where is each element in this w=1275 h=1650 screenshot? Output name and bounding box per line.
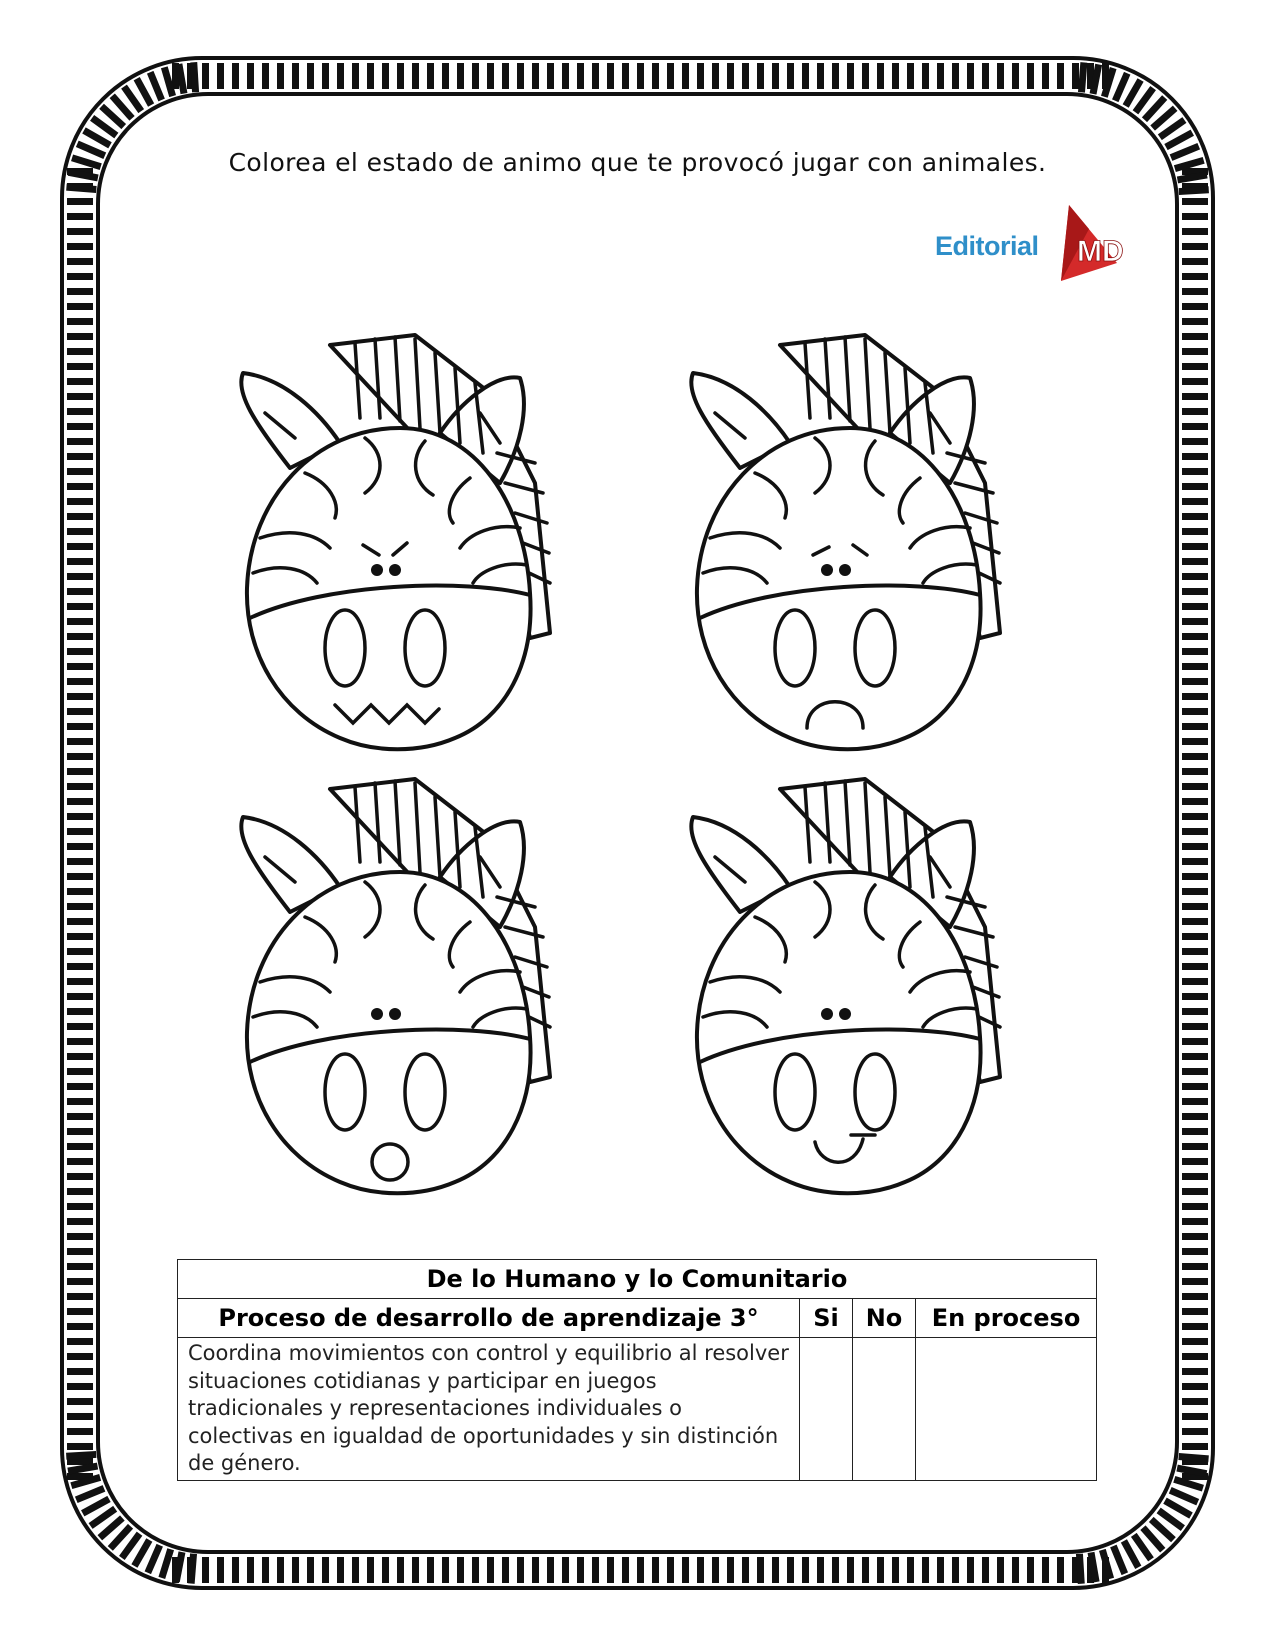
logo-word: Editorial [935, 231, 1039, 261]
instruction-text: Colorea el estado de animo que te provocó jugar con animales. [228, 148, 1047, 177]
zebra-face-sad [685, 318, 1015, 778]
evaluation-title: De lo Humano y lo Comunitario [178, 1260, 1097, 1299]
yes-header: Si [800, 1299, 853, 1338]
no-header: No [853, 1299, 916, 1338]
learning-description: Coordina movimientos con control y equilibrio al resolver situaciones cotidianas y participar en juegos tradicionales y representaciones individuales o colectivas en igualdad de oportunidades y sin distinción de género. [178, 1338, 800, 1481]
zebra-face-surprised [235, 762, 565, 1222]
zebra-face-angry [235, 318, 565, 778]
in-progress-checkbox-cell[interactable] [916, 1338, 1097, 1481]
evaluation-header-row [178, 1299, 1097, 1338]
in-progress-header: En proceso [916, 1299, 1097, 1338]
table-row [178, 1338, 1097, 1481]
no-checkbox-cell[interactable] [853, 1338, 916, 1481]
logo-mark-icon [1047, 205, 1127, 285]
process-header: Proceso de desarrollo de aprendizaje 3° [178, 1299, 800, 1338]
zebra-face-happy [685, 762, 1015, 1222]
yes-checkbox-cell[interactable] [800, 1338, 853, 1481]
logo-mark: MD [1077, 235, 1124, 268]
editorial-logo [935, 205, 1125, 285]
evaluation-table [177, 1259, 1097, 1481]
